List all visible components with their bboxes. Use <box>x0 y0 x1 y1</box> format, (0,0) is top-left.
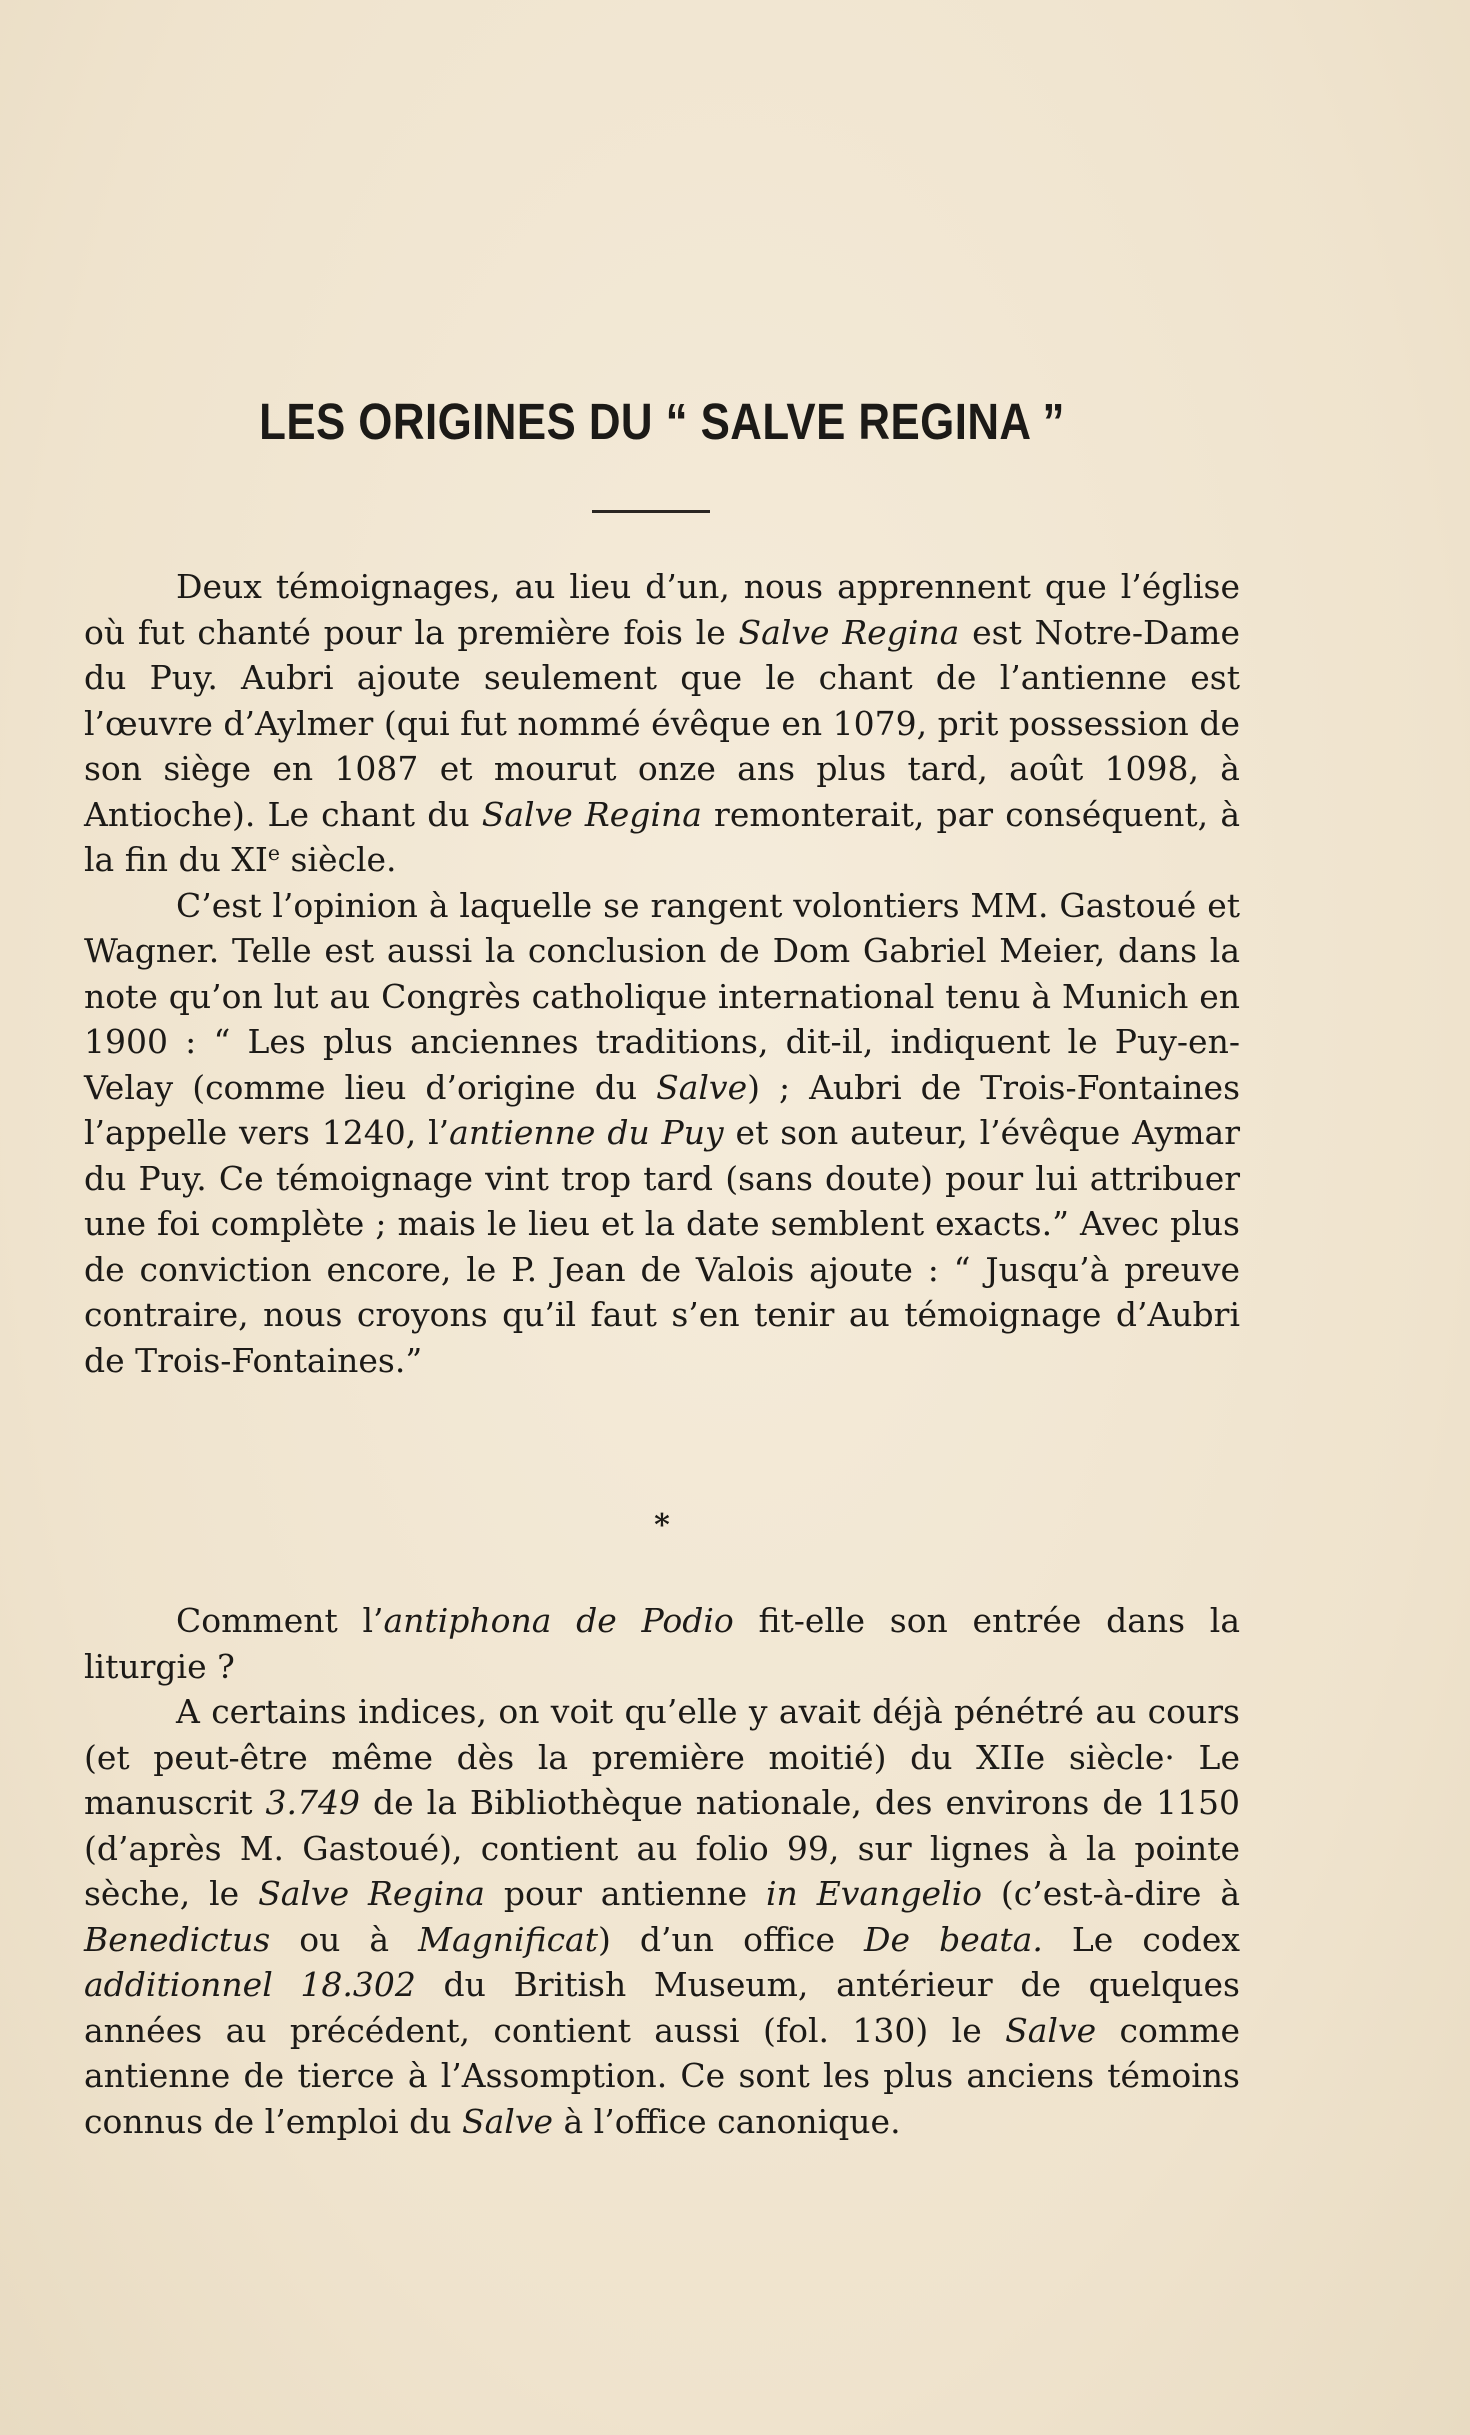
paragraph-1 <box>84 564 1240 883</box>
italic-run: antienne du Puy <box>449 1113 724 1152</box>
text-block-2 <box>84 1598 1240 2144</box>
italic-run: 3.749 <box>265 1783 360 1822</box>
text-run: pour antienne <box>484 1874 766 1913</box>
text-run: Deux témoignages, au lieu d’un, nous apprennent que l’église où fut chanté pour la première fois le <box>84 567 1240 652</box>
italic-run: Salve Regina <box>258 1874 485 1913</box>
italic-run: Salve <box>462 2101 554 2141</box>
text-run: comme antienne de tierce à l’Assomption. Ce sont les plus anciens témoins connus de l’emploi du <box>84 2010 1240 2141</box>
text-block-1 <box>84 564 1240 1383</box>
section-break-asterisk: * <box>654 1508 670 1543</box>
text-run: ) d’un office <box>597 1919 865 1959</box>
paragraph-3 <box>84 1598 1240 1689</box>
text-run: et son auteur, l’évêque Aymar du Puy. Ce témoignage vint trop tard (sans doute) pour lui attribuer une foi complète ; mais le lieu et la date semblent exacts.” Avec plus de conviction encore, le P. Jean de Valois ajoute : “ Jusqu’à preuve contraire, nous croyons qu’il faut s’en tenir au témoignage d’Aubri de Trois-Fontaines.” <box>84 1113 1240 1380</box>
italic-run: Salve Regina <box>738 612 960 652</box>
text-run: ou à <box>270 1919 419 1959</box>
text-run: fit-elle son entrée dans la liturgie ? <box>84 1601 1241 1686</box>
italic-run: Benedictus <box>84 1919 271 1959</box>
paragraph-4 <box>84 1689 1240 2144</box>
text-run: du British Museum, antérieur de quelques années au précédent, contient aussi (fol. 130) le <box>84 1965 1240 2050</box>
italic-run: antiphona de Podio <box>383 1601 734 1640</box>
italic-run: additionnel 18.302 <box>84 1965 416 2004</box>
text-run: siècle. <box>279 840 397 879</box>
text-run: ) ; Aubri de Trois-Fontaines l’appelle vers 1240, l’ <box>84 1067 1241 1152</box>
superscript: e <box>267 840 280 865</box>
text-run: (c’est-à-dire à <box>982 1874 1240 1913</box>
text-run: de la Bibliothèque nationale, des environs de 1150 (d’après M. Gastoué), contient au folio 99, sur lignes à la pointe sèche, le <box>84 1783 1240 1913</box>
text-run: à l’office canonique. <box>553 2101 901 2141</box>
text-run: est Notre-Dame du Puy. Aubri ajoute seulement que le chant de l’antienne est l’œuvre d’Aylmer (qui fut nommé évêque en 1079, prit possession de son siège en 1087 et mourut onze ans plus tard, août 1098, à Antioche). Le chant du <box>84 612 1241 834</box>
title-rule <box>592 510 710 513</box>
italic-run: De beata. <box>864 1919 1043 1959</box>
italic-run: Salve <box>1005 2010 1097 2050</box>
italic-run: in Evangelio <box>766 1874 982 1913</box>
text-run: C’est l’opinion à laquelle se rangent volontiers MM. Gastoué et Wagner. Telle est aussi la conclusion de Dom Gabriel Meier, dans la note qu’on lut au Congrès catholique international tenu à Munich en 1900 : “ Les plus anciennes traditions, dit-il, indiquent le Puy-en-Velay (comme lieu d’origine du <box>84 885 1240 1107</box>
page-title: LES ORIGINES DU “ SALVE REGINA ” <box>259 393 1065 450</box>
text-run: Comment l’ <box>176 1601 384 1640</box>
text-run: Le codex <box>1042 1919 1240 1959</box>
italic-run: Salve Regina <box>481 794 702 834</box>
italic-run: Magnificat <box>418 1919 598 1959</box>
paragraph-2 <box>84 883 1240 1384</box>
text-run: remonterait, par conséquent, à la fin du XI <box>84 794 1241 879</box>
italic-run: Salve <box>656 1067 748 1107</box>
text-run: A certains indices, on voit qu’elle y avait déjà pénétré au cours (et peut-être même dès la première moitié) du XIIe siècle· Le manuscrit <box>84 1692 1240 1822</box>
